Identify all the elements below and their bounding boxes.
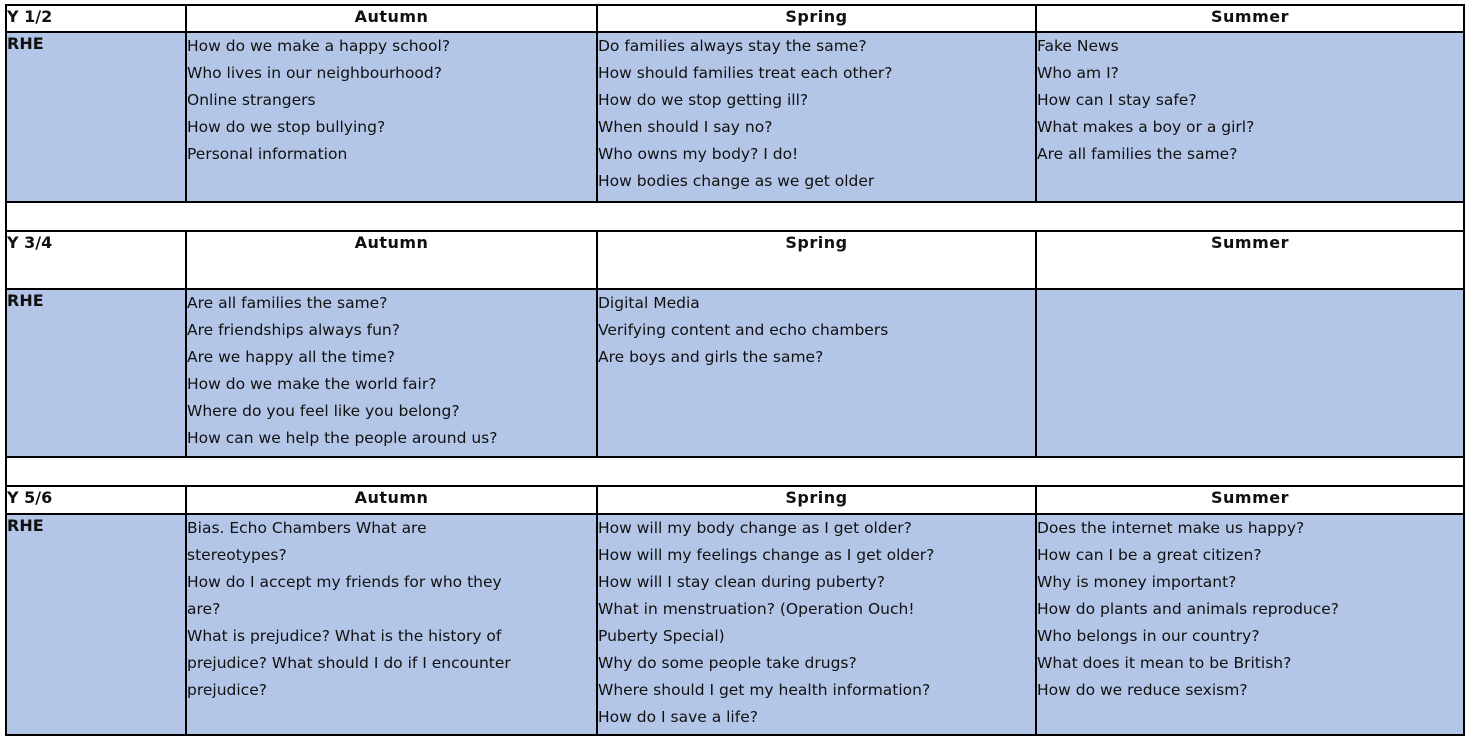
- list-item: What in menstruation? (Operation Ouch!: [598, 600, 915, 618]
- list-item: Who owns my body? I do!: [598, 145, 799, 163]
- header-row-y12: [6, 5, 1464, 32]
- list-item: Do families always stay the same?: [598, 37, 867, 55]
- curriculum-table: [5, 4, 1465, 736]
- autumn-cell: [186, 289, 597, 457]
- season-summer: Summer: [1036, 5, 1464, 32]
- header-row-y34: [6, 231, 1464, 289]
- season-spring: Spring: [597, 486, 1036, 514]
- list-item: What does it mean to be British?: [1037, 654, 1292, 672]
- list-item: Bias. Echo Chambers What are: [187, 519, 427, 537]
- spring-cell: [597, 32, 1036, 202]
- list-item: What is prejudice? What is the history of: [187, 627, 502, 645]
- list-item: How do we stop bullying?: [187, 118, 386, 136]
- body-row-y56: [6, 514, 1464, 735]
- summer-cell: [1036, 289, 1464, 457]
- subject-label: RHE: [6, 289, 186, 457]
- list-item: Fake News: [1037, 37, 1119, 55]
- list-item: How can I be a great citizen?: [1037, 546, 1262, 564]
- list-item: How do we make the world fair?: [187, 375, 437, 393]
- list-item: Puberty Special): [598, 627, 725, 645]
- list-item: Verifying content and echo chambers: [598, 321, 889, 339]
- list-item: Are boys and girls the same?: [598, 348, 824, 366]
- list-item: Are friendships always fun?: [187, 321, 400, 339]
- list-item: How do we stop getting ill?: [598, 91, 809, 109]
- list-item: What makes a boy or a girl?: [1037, 118, 1255, 136]
- autumn-cell: [186, 32, 597, 202]
- list-item: Does the internet make us happy?: [1037, 519, 1305, 537]
- spring-cell: [597, 289, 1036, 457]
- list-item: Who lives in our neighbourhood?: [187, 64, 442, 82]
- list-item: Why do some people take drugs?: [598, 654, 857, 672]
- list-item: How can I stay safe?: [1037, 91, 1197, 109]
- season-spring: Spring: [597, 231, 1036, 289]
- spacer-row: [6, 202, 1464, 231]
- year-label: Y 5/6: [6, 486, 186, 514]
- list-item: How will my body change as I get older?: [598, 519, 912, 537]
- list-item: How do I accept my friends for who they: [187, 573, 502, 591]
- season-summer: Summer: [1036, 231, 1464, 289]
- summer-cell: [1036, 514, 1464, 735]
- list-item: Who belongs in our country?: [1037, 627, 1260, 645]
- subject-label: RHE: [6, 32, 186, 202]
- body-row-y12: [6, 32, 1464, 202]
- list-item: Who am I?: [1037, 64, 1119, 82]
- list-item: Are we happy all the time?: [187, 348, 395, 366]
- list-item: Where should I get my health information?: [598, 681, 931, 699]
- spacer-row: [6, 457, 1464, 486]
- list-item: Online strangers: [187, 91, 316, 109]
- year-label: Y 1/2: [6, 5, 186, 32]
- list-item: How can we help the people around us?: [187, 429, 498, 447]
- list-item: When should I say no?: [598, 118, 773, 136]
- list-item: Are all families the same?: [187, 294, 388, 312]
- list-item: How do plants and animals reproduce?: [1037, 600, 1340, 618]
- list-item: How will I stay clean during puberty?: [598, 573, 885, 591]
- autumn-cell: [186, 514, 597, 735]
- list-item: prejudice?: [187, 681, 267, 699]
- list-item: prejudice? What should I do if I encounter: [187, 654, 511, 672]
- header-row-y56: [6, 486, 1464, 514]
- year-label: Y 3/4: [6, 231, 186, 289]
- season-autumn: Autumn: [186, 486, 597, 514]
- list-item: How should families treat each other?: [598, 64, 893, 82]
- list-item: How do I save a life?: [598, 708, 758, 726]
- season-spring: Spring: [597, 5, 1036, 32]
- list-item: stereotypes?: [187, 546, 287, 564]
- list-item: Where do you feel like you belong?: [187, 402, 460, 420]
- list-item: Digital Media: [598, 294, 700, 312]
- list-item: How do we reduce sexism?: [1037, 681, 1248, 699]
- season-autumn: Autumn: [186, 231, 597, 289]
- list-item: are?: [187, 600, 221, 618]
- season-summer: Summer: [1036, 486, 1464, 514]
- list-item: How bodies change as we get older: [598, 172, 875, 190]
- summer-cell: [1036, 32, 1464, 202]
- season-autumn: Autumn: [186, 5, 597, 32]
- list-item: Are all families the same?: [1037, 145, 1238, 163]
- spring-cell: [597, 514, 1036, 735]
- subject-label: RHE: [6, 514, 186, 735]
- list-item: Personal information: [187, 145, 348, 163]
- list-item: Why is money important?: [1037, 573, 1237, 591]
- list-item: How will my feelings change as I get older?: [598, 546, 935, 564]
- list-item: How do we make a happy school?: [187, 37, 451, 55]
- body-row-y34: [6, 289, 1464, 457]
